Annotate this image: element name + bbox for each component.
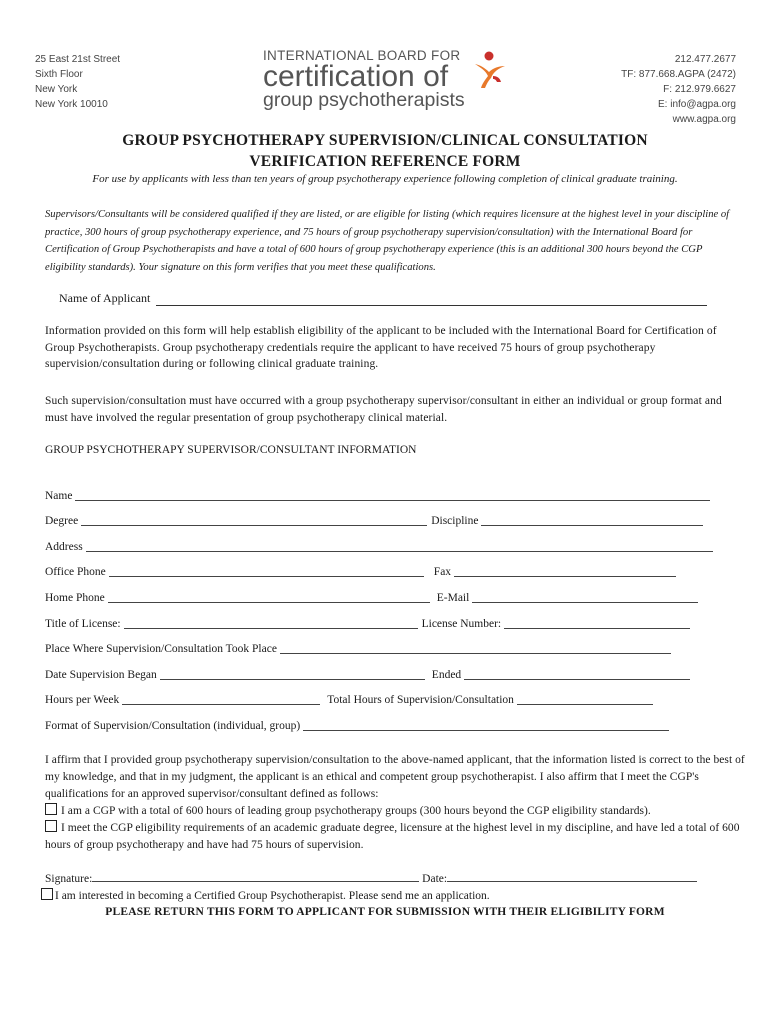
application-request-label: I am interested in becoming a Certified Group Psychotherapist. Please send me an application. [55,890,490,902]
fax-number: F: 212.979.6627 [663,84,736,95]
option-cgp-label: I am a CGP with a total of 600 hours of leading group psychotherapy groups (300 hours beyond the CGP eligibility standards). [61,805,651,817]
home-phone-row [45,580,725,606]
format-label: Format of Supervision/Consultation (individual, group) [45,719,301,732]
organization-address [35,52,120,112]
toll-free-number: TF: 877.668.AGPA (2472) [621,69,736,80]
applicant-name-row [59,291,707,306]
hours-row [45,683,725,709]
people-figure-icon [469,50,509,90]
office-phone-field[interactable] [109,565,424,577]
phone-number: 212.477.2677 [674,54,736,65]
address-line: New York [35,84,78,95]
name-field[interactable] [75,489,710,501]
email-address: E: info@agpa.org [658,99,736,110]
degree-field[interactable] [81,514,427,526]
section-heading: GROUP PSYCHOTHERAPY SUPERVISOR/CONSULTANT INFORMATION [45,444,417,456]
fax-label: Fax [433,566,452,579]
ended-field[interactable] [464,668,690,680]
name-row [45,478,725,504]
date-field[interactable] [447,871,697,882]
form-title-line-2: VERIFICATION REFERENCE FORM [249,153,521,170]
eligibility-checkbox[interactable] [45,820,57,832]
form-title-line-1: GROUP PSYCHOTHERAPY SUPERVISION/CLINICAL CONSULTATION [122,132,648,149]
signature-row [45,871,697,885]
format-field[interactable] [303,719,669,731]
applicant-name-field[interactable] [156,293,707,306]
discipline-field[interactable] [481,514,703,526]
logo-line-2: certification of [263,60,449,93]
ibcgp-logo [263,48,523,118]
license-number-field[interactable] [504,617,690,629]
total-hours-label: Total Hours of Supervision/Consultation [327,694,514,707]
license-number-label: License Number: [421,617,502,630]
home-phone-label: Home Phone [45,591,105,604]
place-field[interactable] [280,642,671,654]
address-row [45,529,725,555]
signature-label: Signature: [45,873,93,885]
dates-row [45,657,725,683]
option-cgp-row [45,803,757,820]
option-eligibility-row [45,820,757,854]
address-line: 25 East 21st Street [35,54,121,65]
application-request-checkbox[interactable] [41,888,53,900]
email-field[interactable] [472,591,698,603]
signature-field[interactable] [92,871,419,882]
address-line: Sixth Floor [35,69,83,80]
website-url: www.agpa.org [672,114,736,125]
hours-per-week-field[interactable] [122,693,320,705]
supervisor-qualifications-text: Supervisors/Consultants will be considered qualified if they are listed, or are eligible for listing (which requires licensure at the highest level in your discipline of practice, 300 hours of group psychotherapy experience, and 75 hours of group psychotherapy supervision/consultation) with the International Board for Certification of Group Psychotherapists and have a total of 600 hours of group psychotherapy experience (this is an additional 300 hours beyond the CGP eligibility standards). Your signature on this form verifies that you meet these qualifications. [45,209,730,273]
discipline-label: Discipline [431,515,479,528]
office-phone-label: Office Phone [45,566,106,579]
date-label: Date: [422,873,448,885]
ended-label: Ended [431,668,462,681]
affirmation-block [45,752,757,854]
affirmation-text: I affirm that I provided group psychotherapy supervision/consultation to the above-named applicant, that the information listed is correct to the best of my knowledge, and that in my judgment, the applicant is an ethical and competent group psychotherapist. I also affirm that I meet the CGP's qualifications for an approved supervisor/consultant defined as follows: [45,754,745,800]
organization-contact [621,52,736,127]
cgp-checkbox[interactable] [45,803,57,815]
form-subtitle: For use by applicants with less than ten years of group psychotherapy experience following completion of clinical graduate training. [92,173,678,185]
license-row [45,606,725,632]
return-instructions: PLEASE RETURN THIS FORM TO APPLICANT FOR SUBMISSION WITH THEIR ELIGIBILITY FORM [105,906,665,918]
eligibility-paragraph: Information provided on this form will help establish eligibility of the applicant to be included with the International Board for Certification of Group Psychotherapists. Group psychotherapy credentials require the applicant to have received 75 hours of group psychotherapy supervision/consultation during or following clinical graduate training. [45,325,717,370]
office-phone-row [45,555,725,581]
email-label: E-Mail [436,591,470,604]
date-began-label: Date Supervision Began [45,668,157,681]
degree-row [45,504,725,530]
supervision-requirements-paragraph: Such supervision/consultation must have occurred with a group psychotherapy supervisor/consultant in either an individual or group format and must have involved the regular presentation of group psychotherapy clinical material. [45,395,722,424]
place-row [45,632,725,658]
total-hours-field[interactable] [517,693,653,705]
home-phone-field[interactable] [108,591,430,603]
date-began-field[interactable] [160,668,425,680]
fax-field[interactable] [454,565,676,577]
name-label: Name [45,489,73,502]
supervisor-info-fields [45,478,725,734]
logo-line-1: INTERNATIONAL BOARD FOR [263,48,461,63]
option-eligibility-label: I meet the CGP eligibility requirements of an academic graduate degree, licensure at the highest level in my discipline, and have led a total of 600 hours of group psychotherapy and have had 75 hours of supervision. [45,822,740,851]
logo-line-3: group psychotherapists [263,89,465,111]
hours-per-week-label: Hours per Week [45,694,120,707]
format-row [45,708,725,734]
degree-label: Degree [45,515,79,528]
license-title-label: Title of License: [45,617,121,630]
application-request-row [41,888,490,902]
applicant-name-label: Name of Applicant [59,291,151,305]
address-field[interactable] [86,540,713,552]
address-label: Address [45,540,83,553]
place-label: Place Where Supervision/Consultation Took Place [45,643,277,656]
license-title-field[interactable] [124,617,418,629]
address-line: New York 10010 [35,99,108,110]
form-title [0,130,770,172]
